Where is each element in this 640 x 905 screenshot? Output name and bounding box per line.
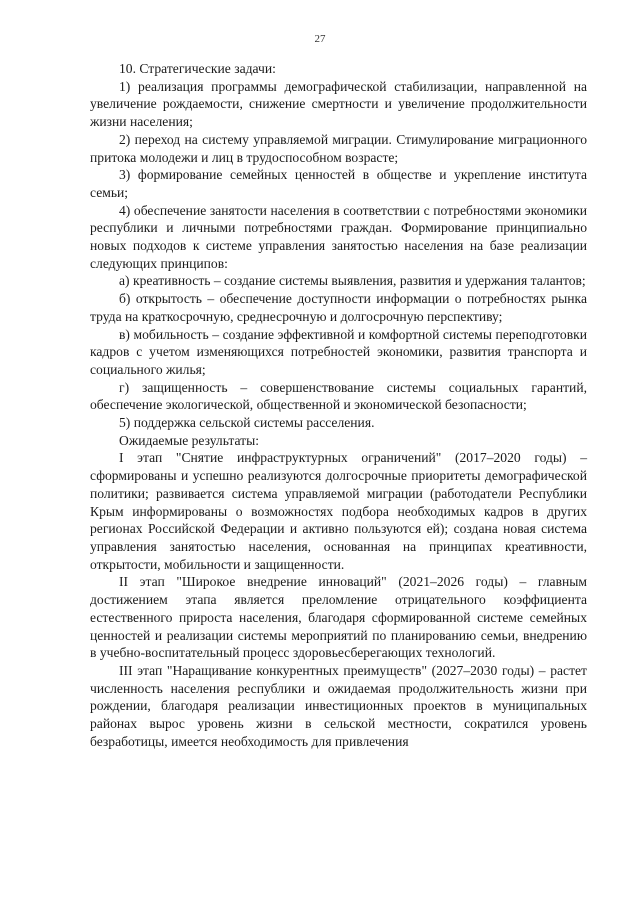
paragraph: б) открытость – обеспечение доступности информации о потребностях рынка труда на краткосрочную, среднесрочную и долгосрочную перспективу; — [90, 291, 587, 324]
paragraph: I этап "Снятие инфраструктурных ограничений" (2017–2020 годы) – сформированы и успешно реализуются долгосрочные приоритеты демографической политики; развивается система управляемой миграции (работодатели Республики Крым информированы о возможностях подбора необходимых кадров в других регионах Российской Федерации и активно пользуются ей); создана новая система управления занятостью населения, основанная на принципах креативности, открытости, мобильности и защищенности. — [90, 450, 587, 572]
paragraph: 4) обеспечение занятости населения в соответствии с потребностями экономики республики и личными потребностями граждан. Формирование принципиально новых подходов к системе управления занятостью населения на базе реализации следующих принципов: — [90, 202, 587, 271]
paragraph: г) защищенность – совершенствование системы социальных гарантий, обеспечение экологической, общественной и экономической безопасности; — [90, 379, 587, 413]
paragraph: 2) переход на систему управляемой миграции. Стимулирование миграционного притока молодежи и лиц в трудоспособном возрасте; — [90, 131, 587, 165]
paragraph: 5) поддержка сельской системы расселения. — [119, 415, 375, 431]
paragraph-heading: 10. Стратегические задачи: — [119, 61, 276, 76]
paragraph: II этап "Широкое внедрение инноваций" (2021–2026 годы) – главным достижением этапа является преломление отрицательного коэффициента естественного прироста населения, благодаря сформированной системе семейных ценностей и реализации системы мероприятий по планированию семьи, внедрению в учебно-воспитательный процесс здоровьесберегающих технологий. — [90, 574, 587, 661]
paragraph: 3) формирование семейных ценностей в обществе и укрепление института семьи; — [90, 167, 587, 200]
page-number: 27 — [314, 33, 326, 45]
paragraph: в) мобильность – создание эффективной и комфортной системы переподготовки кадров с учетом изменяющихся потребностей экономики, развития транспорта и социального жилья; — [90, 326, 587, 377]
paragraph: III этап "Наращивание конкурентных преимуществ" (2027–2030 годы) – растет численность населения республики и ожидаемая продолжительность жизни при рождении, благодаря реализации инвестиционных проектов в муниципальных районах вырос уровень жизни в сельской местности, сократился уровень безработицы, имеется необходимость для привлечения — [90, 662, 587, 749]
paragraph: Ожидаемые результаты: — [119, 432, 260, 448]
paragraph: а) креативность – создание системы выявления, развития и удержания талантов; — [119, 273, 586, 289]
document-body — [90, 60, 587, 750]
paragraph: 1) реализация программы демографической стабилизации, направленной на увеличение рождаемости, снижение смертности и увеличение продолжительности жизни населения; — [90, 78, 587, 130]
